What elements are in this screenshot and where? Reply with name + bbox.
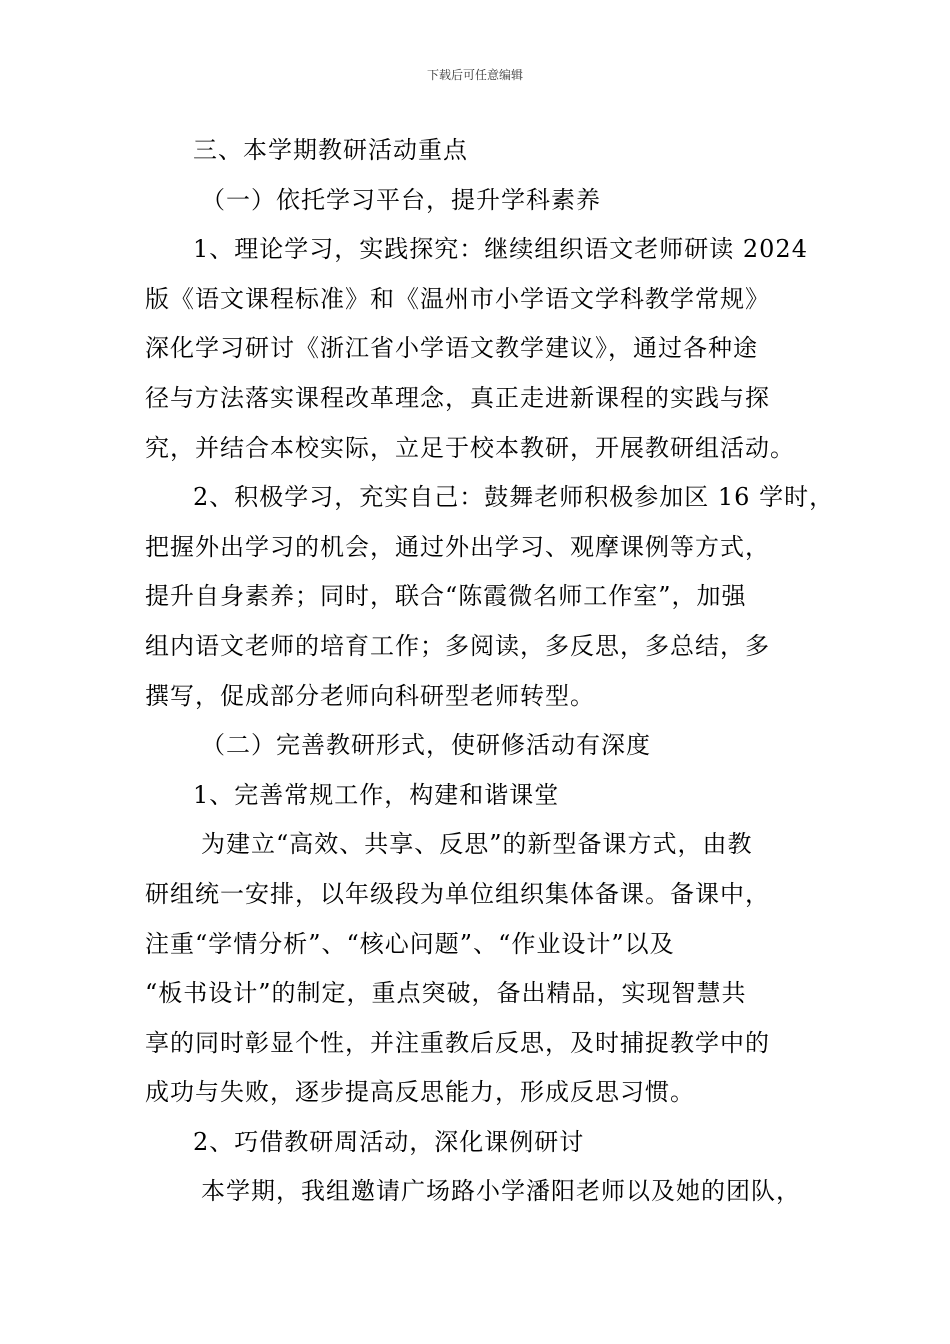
text-line: 注重“学情分析”、“核心问题”、“作业设计”以及	[145, 929, 675, 958]
text-line: （一）依托学习平台，提升学科素养	[201, 185, 601, 214]
text-line: 1、完善常规工作，构建和谐课堂	[193, 780, 560, 809]
text-line: （二）完善教研形式，使研修活动有深度	[201, 731, 651, 760]
text-line: 撰写，促成部分老师向科研型老师转型。	[145, 681, 595, 710]
text-line: 本学期，我组邀请广场路小学潘阳老师以及她的团队，	[201, 1177, 801, 1206]
text-line: 享的同时彰显个性，并注重教后反思，及时捕捉教学中的	[145, 1028, 770, 1057]
text-line: 组内语文老师的培育工作；多阅读，多反思，多总结，多	[145, 631, 770, 660]
text-line: 提升自身素养；同时，联合“陈霞微名师工作室”，加强	[145, 582, 747, 611]
text-line: 2、巧借教研周活动，深化课例研讨	[193, 1127, 585, 1156]
page-header: 下载后可任意编辑	[426, 68, 523, 82]
text-line: 版《语文课程标准》和《温州市小学语文学科教学常规》	[145, 284, 770, 313]
text-line: 究，并结合本校实际，立足于校本教研，开展教研组活动。	[145, 433, 795, 462]
text-line: 研组统一安排，以年级段为单位组织集体备课。备课中，	[145, 879, 770, 908]
text-line: 三、本学期教研活动重点	[193, 136, 468, 164]
text-line: 2、积极学习，充实自己：鼓舞老师积极参加区 16 学时，	[193, 483, 835, 512]
text-line: 深化学习研讨《浙江省小学语文教学建议》，通过各种途	[145, 334, 758, 363]
document-body	[145, 126, 835, 1217]
text-line: “板书设计”的制定，重点突破，备出精品，实现智慧共	[145, 979, 747, 1008]
text-line: 把握外出学习的机会，通过外出学习、观摩课例等方式，	[145, 532, 770, 561]
text-line: 径与方法落实课程改革理念，真正走进新课程的实践与探	[145, 383, 770, 412]
text-line: 成功与失败，逐步提高反思能力，形成反思习惯。	[145, 1078, 695, 1107]
text-line: 为建立“高效、共享、反思”的新型备课方式，由教	[201, 830, 753, 859]
text-line: 1、理论学习，实践探究：继续组织语文老师研读 2024	[193, 235, 808, 264]
